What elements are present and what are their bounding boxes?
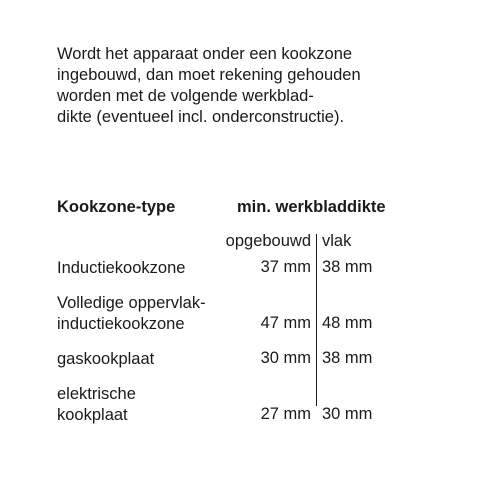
value-surface-mounted: 30 mm [260,349,311,367]
column-header-cooktop-type: Kookzone-type [57,198,176,216]
row-label-line: gaskookplaat [57,350,155,368]
row-label-electric [57,384,136,426]
value-flush: 48 mm [322,314,373,332]
column-header-min-thickness: min. werkbladdikte [237,198,386,216]
row-label-induction [57,258,185,279]
value-surface-mounted: 37 mm [260,258,311,276]
intro-line: Wordt het apparaat onder een kookzone [57,45,353,63]
value-flush: 30 mm [322,405,373,423]
subheader-surface-mounted: opgebouwd [225,232,311,250]
subheader-flush: vlak [322,232,352,250]
row-label-line: Inductiekookzone [57,259,186,277]
row-label-line: kookplaat [57,406,128,424]
value-surface-mounted: 47 mm [260,314,311,332]
column-divider [316,234,317,406]
row-label-line: Volledige oppervlak- [57,294,206,312]
intro-paragraph [57,44,477,128]
value-flush: 38 mm [322,349,373,367]
intro-line: ingebouwd, dan moet rekening gehouden [57,66,361,84]
row-label-line: inductiekookzone [57,315,185,333]
value-surface-mounted: 27 mm [260,405,311,423]
intro-line: dikte (eventueel incl. onderconstructie). [57,108,345,126]
intro-line: worden met de volgende werkblad- [57,87,314,105]
row-label-full-surface-induction [57,293,206,335]
value-flush: 38 mm [322,258,373,276]
row-label-gas [57,349,154,370]
row-label-line: elektrische [57,385,136,403]
